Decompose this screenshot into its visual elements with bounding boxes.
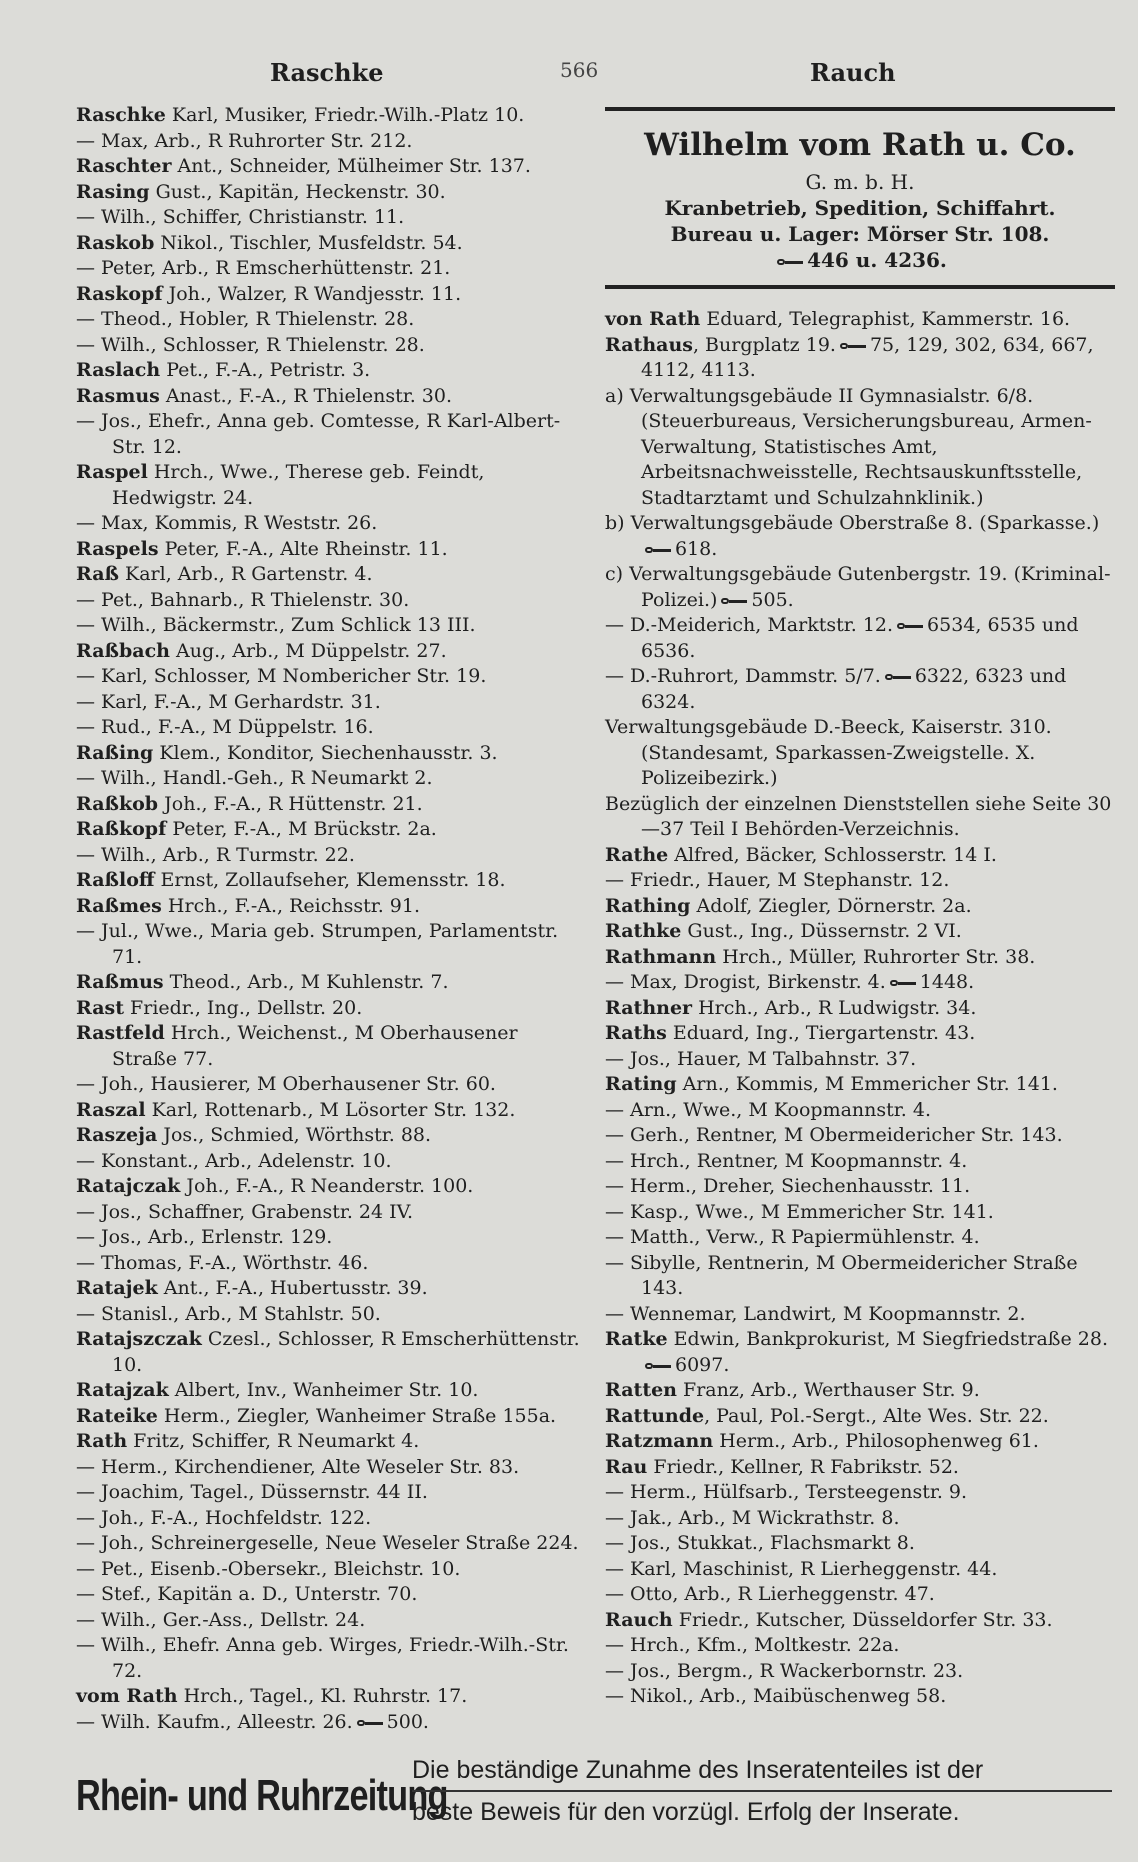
directory-entry	[605, 1072, 1115, 1098]
entry-phone: 6097.	[675, 1353, 730, 1376]
entry-text: Fritz, Schiffer, R Neumarkt 4.	[127, 1430, 420, 1452]
directory-entry	[76, 460, 586, 511]
entry-headword: Raßbach	[76, 639, 170, 662]
entry-headword: Raschter	[76, 155, 172, 177]
directory-entry	[76, 333, 586, 359]
directory-entry	[76, 1327, 586, 1378]
entry-text: Theod., Arb., M Kuhlenstr. 7.	[163, 971, 449, 993]
directory-entry	[76, 1404, 586, 1430]
divider	[605, 285, 1115, 289]
directory-entry	[76, 154, 586, 180]
footer-advertisement	[76, 1750, 1116, 1842]
entry-text: — Joh., F.-A., Hochfeldstr. 122.	[76, 1506, 372, 1529]
entry-text: — Wilh. Kaufm., Alleestr. 26.	[76, 1710, 353, 1733]
directory-entry	[76, 511, 586, 537]
directory-entry	[76, 613, 586, 639]
entry-text: Peter, F.-A., Alte Rheinstr. 11.	[158, 537, 448, 560]
directory-entry	[605, 1531, 1115, 1557]
directory-entry	[76, 639, 586, 665]
entry-headword: Rating	[605, 1073, 677, 1095]
entry-text: — Max, Arb., R Ruhrorter Str. 212.	[76, 129, 413, 152]
entry-headword: Rast	[76, 996, 125, 1019]
directory-entry	[76, 307, 586, 333]
entry-text: — Jak., Arb., M Wickrathstr. 8.	[605, 1506, 900, 1529]
entry-text: — Max, Drogist, Birkenstr. 4.	[605, 971, 886, 993]
right-column	[605, 103, 1115, 1710]
page-number: 566	[560, 58, 599, 82]
directory-entry	[605, 1047, 1115, 1073]
entry-text: Hrch., Arb., R Ludwigstr. 34.	[692, 996, 977, 1019]
entry-text: — Joh., Schreinergeselle, Neue Weseler Straße 224.	[76, 1532, 579, 1554]
entry-phone: 1448.	[919, 971, 975, 993]
directory-entry	[76, 1149, 586, 1175]
entry-text: — Arn., Wwe., M Koopmannstr. 4.	[605, 1098, 931, 1121]
directory-entry	[76, 970, 586, 996]
directory-entry	[605, 1480, 1115, 1506]
directory-entry	[605, 1455, 1115, 1481]
entry-text: — Jos., Hauer, M Talbahnstr. 37.	[605, 1047, 917, 1070]
entry-text: Karl, Musiker, Friedr.-Wilh.-Platz 10.	[165, 104, 525, 126]
telephone-icon	[777, 257, 803, 267]
entry-phone: 75, 129, 302, 634, 667, 4112, 4113.	[641, 333, 1094, 381]
entry-headword: Rathmann	[605, 945, 717, 968]
newspaper-name: Rhein- und Ruhrzeitung	[76, 1771, 448, 1820]
entry-text: — Matth., Verw., R Papiermühlenstr. 4.	[605, 1226, 980, 1248]
directory-entry	[76, 103, 586, 129]
directory-entry	[76, 256, 586, 282]
entry-text: — Friedr., Hauer, M Stephanstr. 12.	[605, 869, 950, 891]
telephone-icon	[890, 978, 916, 988]
directory-entry	[76, 1174, 586, 1200]
telephone-icon	[897, 621, 923, 631]
entry-phone: 6534, 6535 und 6536.	[641, 614, 1079, 662]
directory-entry	[605, 1506, 1115, 1532]
directory-entry	[76, 1455, 586, 1481]
entry-headword: Raskob	[76, 231, 155, 254]
directory-entry	[76, 588, 586, 614]
directory-entry	[76, 664, 586, 690]
entry-text: Jos., Schmied, Wörthstr. 88.	[157, 1124, 432, 1146]
entry-headword: Raßkob	[76, 792, 159, 815]
left-column	[76, 103, 586, 1735]
telephone-icon	[885, 672, 911, 682]
entry-text: a) Verwaltungsgebäude II Gymnasialstr. 6/8. (Steuerbureaus, Versicherungsbureau, Armen-Verwaltung, Statistisches Amt, Arbeitsnachweisstelle, Rechtsauskunftsstelle, Stadtarztamt und Schulzahnklinik.)	[605, 384, 1092, 509]
entry-text: — Peter, Arb., R Emscherhüttenstr. 21.	[76, 257, 451, 279]
directory-entry	[76, 231, 586, 257]
directory-entry	[76, 1608, 586, 1634]
entry-text: — Jul., Wwe., Maria geb. Strumpen, Parlamentstr. 71.	[76, 920, 559, 968]
entry-text: c) Verwaltungsgebäude Gutenbergstr. 19. (Kriminal-Polizei.)	[605, 563, 1111, 611]
entry-headword: von Rath	[605, 308, 701, 330]
directory-entry	[76, 1506, 586, 1532]
entry-headword: Rathner	[605, 996, 693, 1019]
directory-entry	[76, 1021, 586, 1072]
entry-text: Nikol., Tischler, Musfeldstr. 54.	[154, 231, 463, 254]
entry-headword: Rathe	[605, 843, 669, 866]
footer-slogan	[412, 1750, 1112, 1832]
entry-text: — Pet., Eisenb.-Obersekr., Bleichstr. 10.	[76, 1557, 461, 1580]
directory-entry	[76, 715, 586, 741]
entry-text: Peter, F.-A., M Brückstr. 2a.	[166, 818, 437, 840]
entry-headword: Raszeja	[76, 1124, 158, 1146]
entry-text: Arn., Kommis, M Emmericher Str. 141.	[676, 1073, 1058, 1095]
directory-entry	[76, 817, 586, 843]
entry-headword: vom Rath	[76, 1685, 178, 1707]
directory-entry	[605, 1582, 1115, 1608]
entry-headword: Raß	[76, 563, 119, 585]
directory-entry	[605, 384, 1115, 512]
entry-text: Gust., Ing., Düssernstr. 2 VI.	[681, 920, 962, 942]
entry-text: — Thomas, F.-A., Wörthstr. 46.	[76, 1251, 369, 1274]
directory-entry	[605, 1684, 1115, 1710]
entry-text: — Hrch., Rentner, M Koopmannstr. 4.	[605, 1149, 968, 1172]
directory-entry	[605, 1123, 1115, 1149]
directory-entry	[605, 511, 1115, 562]
advert-firm-name: Wilhelm vom Rath u. Co.	[644, 127, 1076, 163]
advert-phone: 446 u. 4236.	[807, 248, 947, 272]
entry-headword: Raßing	[76, 741, 154, 764]
entry-text: Anast., F.-A., R Thielenstr. 30.	[159, 384, 453, 407]
entry-headword: Raßmus	[76, 971, 164, 993]
entry-headword: Rath	[76, 1430, 128, 1452]
entry-text: — Nikol., Arb., Maibüschenweg 58.	[605, 1685, 947, 1707]
directory-entry	[605, 562, 1115, 613]
directory-entry	[76, 1557, 586, 1583]
entry-text: — Hrch., Kfm., Moltkestr. 22a.	[605, 1634, 900, 1656]
entry-headword: Rathke	[605, 920, 682, 942]
entry-text: Verwaltungsgebäude D.-Beeck, Kaiserstr. 310. (Standesamt, Sparkassen-Zweigstelle. X. Polizeibezirk.)	[605, 716, 1052, 789]
entry-text: — Pet., Bahnarb., R Thielenstr. 30.	[76, 588, 410, 611]
directory-entry	[76, 1429, 586, 1455]
running-head-left: Raschke	[270, 58, 384, 87]
directory-entry	[605, 715, 1115, 792]
directory-entry	[605, 333, 1115, 384]
entry-text: — Karl, Maschinist, R Lierheggenstr. 44.	[605, 1557, 998, 1580]
entry-headword: Rastfeld	[76, 1022, 165, 1044]
entry-text: Hrch., Weichenst., M Oberhausener Straße 77.	[112, 1022, 518, 1070]
directory-entry	[76, 741, 586, 767]
directory-entry	[605, 307, 1115, 333]
advert-legal-form: G. m. b. H.	[805, 170, 915, 194]
entry-headword: Raschke	[76, 104, 166, 126]
directory-entry	[605, 1174, 1115, 1200]
entry-text: Eduard, Ing., Tiergartenstr. 43.	[666, 1022, 976, 1044]
entry-text: Alfred, Bäcker, Schlosserstr. 14 I.	[668, 843, 997, 866]
entry-text: — Kasp., Wwe., M Emmericher Str. 141.	[605, 1200, 994, 1223]
directory-entry	[76, 1684, 586, 1710]
entry-headword: Raths	[605, 1022, 667, 1044]
entry-text: Adolf, Ziegler, Dörnerstr. 2a.	[690, 894, 972, 917]
entry-text: , Burgplatz 19.	[692, 333, 836, 356]
directory-entry	[76, 894, 586, 920]
directory-entry	[76, 282, 586, 308]
entry-headword: Raßloff	[76, 869, 155, 891]
directory-entry	[76, 358, 586, 384]
entry-text: Herm., Arb., Philosophenweg 61.	[713, 1430, 1039, 1452]
entry-headword: Raskopf	[76, 282, 163, 305]
entry-text: Eduard, Telegraphist, Kammerstr. 16.	[700, 308, 1071, 330]
entry-headword: Raßkopf	[76, 818, 167, 840]
entry-text: — Wilh., Handl.-Geh., R Neumarkt 2.	[76, 767, 433, 789]
directory-entry	[76, 690, 586, 716]
directory-entry	[76, 180, 586, 206]
directory-entry	[605, 970, 1115, 996]
entry-text: — Wilh., Schlosser, R Thielenstr. 28.	[76, 333, 425, 356]
entry-text: Pet., F.-A., Petristr. 3.	[160, 359, 371, 381]
directory-entry	[605, 1633, 1115, 1659]
advert-business: Kranbetrieb, Spedition, Schiffahrt.	[664, 196, 1056, 220]
directory-entry	[605, 1404, 1115, 1430]
entry-text: — Rud., F.-A., M Düppelstr. 16.	[76, 716, 374, 738]
entry-headword: Rattunde	[605, 1404, 705, 1427]
entry-text: Bezüglich der einzelnen Dienststellen siehe Seite 30—37 Teil I Behörden-Verzeichnis.	[605, 792, 1112, 840]
directory-entry	[605, 1251, 1115, 1302]
directory-entry	[76, 1582, 586, 1608]
entry-text: Czesl., Schlosser, R Emscherhüttenstr. 10.	[112, 1328, 580, 1376]
directory-entry	[76, 1276, 586, 1302]
directory-entry	[605, 1302, 1115, 1328]
footer-slogan-line-2: beste Beweis für den vorzügl. Erfolg der Inserate.	[412, 1790, 1112, 1832]
footer-slogan-line-1: Die beständige Zunahme des Inseratenteiles ist der	[412, 1756, 984, 1784]
entry-phone: 618.	[675, 537, 718, 560]
entry-text: Hrch., Tagel., Kl. Ruhrstr. 17.	[177, 1685, 468, 1707]
telephone-icon	[721, 596, 747, 606]
directory-entry	[76, 562, 586, 588]
entry-headword: Ratajzak	[76, 1379, 169, 1401]
directory-entry	[605, 894, 1115, 920]
advert-address: Bureau u. Lager: Mörser Str. 108.	[670, 222, 1050, 246]
telephone-icon	[645, 1361, 671, 1371]
entry-text: — Theod., Hobler, R Thielenstr. 28.	[76, 308, 415, 330]
directory-entry	[76, 537, 586, 563]
directory-entry	[605, 1659, 1115, 1685]
entry-text: Franz, Arb., Werthauser Str. 9.	[677, 1379, 980, 1401]
entry-headword: Ratajek	[76, 1277, 158, 1299]
entry-headword: Rathing	[605, 894, 691, 917]
directory-entry	[76, 1480, 586, 1506]
directory-entry	[76, 1200, 586, 1226]
entry-text: Karl, Rottenarb., M Lösorter Str. 132.	[145, 1098, 516, 1121]
entry-text: — Wilh., Ehefr. Anna geb. Wirges, Friedr.-Wilh.-Str. 72.	[76, 1634, 569, 1682]
entry-headword: Raspel	[76, 461, 148, 483]
directory-entry	[605, 792, 1115, 843]
entry-headword: Rasmus	[76, 384, 160, 407]
divider	[605, 107, 1115, 111]
entry-text: — Herm., Kirchendiener, Alte Weseler Str. 83.	[76, 1455, 520, 1478]
entry-headword: Raslach	[76, 359, 161, 381]
entry-text: — Herm., Dreher, Siechenhausstr. 11.	[605, 1175, 971, 1197]
entry-text: — Joachim, Tagel., Düssernstr. 44 II.	[76, 1481, 428, 1503]
entry-text: — Karl, Schlosser, M Nombericher Str. 19.	[76, 665, 487, 687]
directory-entry	[605, 1021, 1115, 1047]
entry-text: — Jos., Stukkat., Flachsmarkt 8.	[605, 1532, 915, 1554]
entry-text: — Joh., Hausierer, M Oberhausener Str. 60.	[76, 1073, 496, 1095]
entry-headword: Raszal	[76, 1098, 146, 1121]
directory-entry	[76, 766, 586, 792]
entry-text: — Wilh., Arb., R Turmstr. 22.	[76, 843, 355, 866]
directory-entry	[605, 843, 1115, 869]
entry-text: Herm., Ziegler, Wanheimer Straße 155a.	[157, 1404, 557, 1427]
directory-entry	[76, 996, 586, 1022]
entry-text: — D.-Ruhrort, Dammstr. 5/7.	[605, 665, 881, 687]
entry-text: — Stanisl., Arb., M Stahlstr. 50.	[76, 1302, 381, 1325]
entry-text: — Stef., Kapitän a. D., Unterstr. 70.	[76, 1583, 418, 1605]
directory-entry	[76, 792, 586, 818]
directory-entry	[605, 664, 1115, 715]
entry-headword: Ratajszczak	[76, 1328, 202, 1350]
directory-entry	[605, 1378, 1115, 1404]
directory-entry	[76, 1378, 586, 1404]
entry-text: b) Verwaltungsgebäude Oberstraße 8. (Sparkasse.)	[605, 512, 1100, 534]
entry-headword: Ratten	[605, 1379, 677, 1401]
entry-text: Gust., Kapitän, Heckenstr. 30.	[149, 180, 446, 203]
entry-text: — Sibylle, Rentnerin, M Obermeidericher Straße 143.	[605, 1251, 1078, 1299]
entry-text: — Jos., Bergm., R Wackerbornstr. 23.	[605, 1659, 964, 1682]
entry-text: Albert, Inv., Wanheimer Str. 10.	[168, 1379, 479, 1401]
directory-entry	[605, 945, 1115, 971]
entry-text: Joh., Walzer, R Wandjesstr. 11.	[162, 282, 462, 305]
entry-headword: Ratajczak	[76, 1175, 181, 1197]
entry-text: , Paul, Pol.-Sergt., Alte Wes. Str. 22.	[704, 1404, 1049, 1427]
entry-text: Karl, Arb., R Gartenstr. 4.	[118, 563, 373, 585]
entry-text: — Wennemar, Landwirt, M Koopmannstr. 2.	[605, 1302, 1026, 1325]
entry-text: Joh., F.-A., R Hüttenstr. 21.	[158, 792, 423, 815]
entry-text: Friedr., Kutscher, Düsseldorfer Str. 33.	[672, 1608, 1053, 1631]
telephone-icon	[357, 1718, 383, 1728]
entry-phone: 6322, 6323 und 6324.	[641, 665, 1067, 713]
entry-text: — Konstant., Arb., Adelenstr. 10.	[76, 1149, 392, 1172]
entry-text: — D.-Meiderich, Marktstr. 12.	[605, 614, 894, 636]
entry-text: Friedr., Kellner, R Fabrikstr. 52.	[647, 1455, 959, 1478]
entry-headword: Raßmes	[76, 894, 162, 917]
directory-entry	[605, 1098, 1115, 1124]
entry-text: Joh., F.-A., R Neanderstr. 100.	[180, 1175, 474, 1197]
directory-entry	[605, 919, 1115, 945]
entry-headword: Rathaus	[605, 333, 693, 356]
directory-entry	[605, 1225, 1115, 1251]
telephone-icon	[645, 545, 671, 555]
entry-phone: 505.	[751, 588, 794, 611]
running-head-right: Rauch	[810, 58, 896, 87]
entry-text: Ant., Schneider, Mülheimer Str. 137.	[171, 155, 531, 177]
directory-entry	[605, 1149, 1115, 1175]
directory-entry	[76, 1710, 586, 1736]
directory-entry	[76, 868, 586, 894]
directory-entry	[605, 1557, 1115, 1583]
advert-phone-line	[605, 247, 1115, 273]
entry-text: Edwin, Bankprokurist, M Siegfriedstraße 28.	[667, 1328, 1108, 1350]
entry-text: Friedr., Ing., Dellstr. 20.	[124, 996, 363, 1019]
telephone-icon	[840, 341, 866, 351]
entry-headword: Ratke	[605, 1328, 668, 1350]
entry-text: Hrch., Wwe., Therese geb. Feindt, Hedwigstr. 24.	[112, 461, 485, 509]
directory-entry	[605, 1608, 1115, 1634]
entry-text: — Wilh., Ger.-Ass., Dellstr. 24.	[76, 1608, 366, 1631]
directory-entry	[76, 1251, 586, 1277]
entry-text: — Max, Kommis, R Weststr. 26.	[76, 512, 378, 534]
directory-entry	[76, 1123, 586, 1149]
directory-entry	[76, 919, 586, 970]
entry-headword: Rauch	[605, 1608, 673, 1631]
entry-headword: Ratzmann	[605, 1430, 714, 1452]
directory-entry	[76, 1225, 586, 1251]
entry-text: — Wilh., Bäckermstr., Zum Schlick 13 III.	[76, 614, 476, 636]
entry-text: — Gerh., Rentner, M Obermeidericher Str. 143.	[605, 1124, 1063, 1146]
entry-headword: Rau	[605, 1455, 648, 1478]
directory-entry	[76, 1633, 586, 1684]
entry-text: — Karl, F.-A., M Gerhardstr. 31.	[76, 690, 381, 713]
entry-phone: 500.	[386, 1710, 429, 1733]
directory-entry	[605, 868, 1115, 894]
entry-text: — Jos., Schaffner, Grabenstr. 24 IV.	[76, 1200, 414, 1223]
entry-headword: Rasing	[76, 180, 150, 203]
entry-text: Ant., F.-A., Hubertusstr. 39.	[157, 1277, 428, 1299]
directory-entry	[605, 1429, 1115, 1455]
entry-text: Ernst, Zollaufseher, Klemensstr. 18.	[154, 869, 506, 891]
entry-headword: Raspels	[76, 537, 159, 560]
directory-entry	[605, 1200, 1115, 1226]
directory-entry	[605, 613, 1115, 664]
directory-entry	[76, 384, 586, 410]
directory-entry	[76, 409, 586, 460]
directory-entry	[76, 843, 586, 869]
directory-entry	[76, 129, 586, 155]
entry-text: Klem., Konditor, Siechenhausstr. 3.	[153, 741, 498, 764]
entry-text: — Jos., Ehefr., Anna geb. Comtesse, R Karl-Albert-Str. 12.	[76, 410, 561, 458]
directory-entry	[76, 205, 586, 231]
advertisement-box	[605, 115, 1115, 281]
entry-text: Hrch., Müller, Ruhrorter Str. 38.	[716, 945, 1036, 968]
entry-text: — Otto, Arb., R Lierheggenstr. 47.	[605, 1583, 935, 1605]
entry-text: — Herm., Hülfsarb., Tersteegenstr. 9.	[605, 1481, 968, 1503]
entry-headword: Rateike	[76, 1404, 158, 1427]
entry-text: Aug., Arb., M Düppelstr. 27.	[169, 639, 447, 662]
directory-entry	[76, 1302, 586, 1328]
entry-text: — Jos., Arb., Erlenstr. 129.	[76, 1226, 333, 1248]
entry-text: — Wilh., Schiffer, Christianstr. 11.	[76, 206, 405, 228]
directory-entry	[605, 1327, 1115, 1378]
directory-entry	[76, 1072, 586, 1098]
directory-entry	[76, 1531, 586, 1557]
directory-entry	[76, 1098, 586, 1124]
entry-text: Hrch., F.-A., Reichsstr. 91.	[161, 894, 421, 917]
directory-entry	[605, 996, 1115, 1022]
